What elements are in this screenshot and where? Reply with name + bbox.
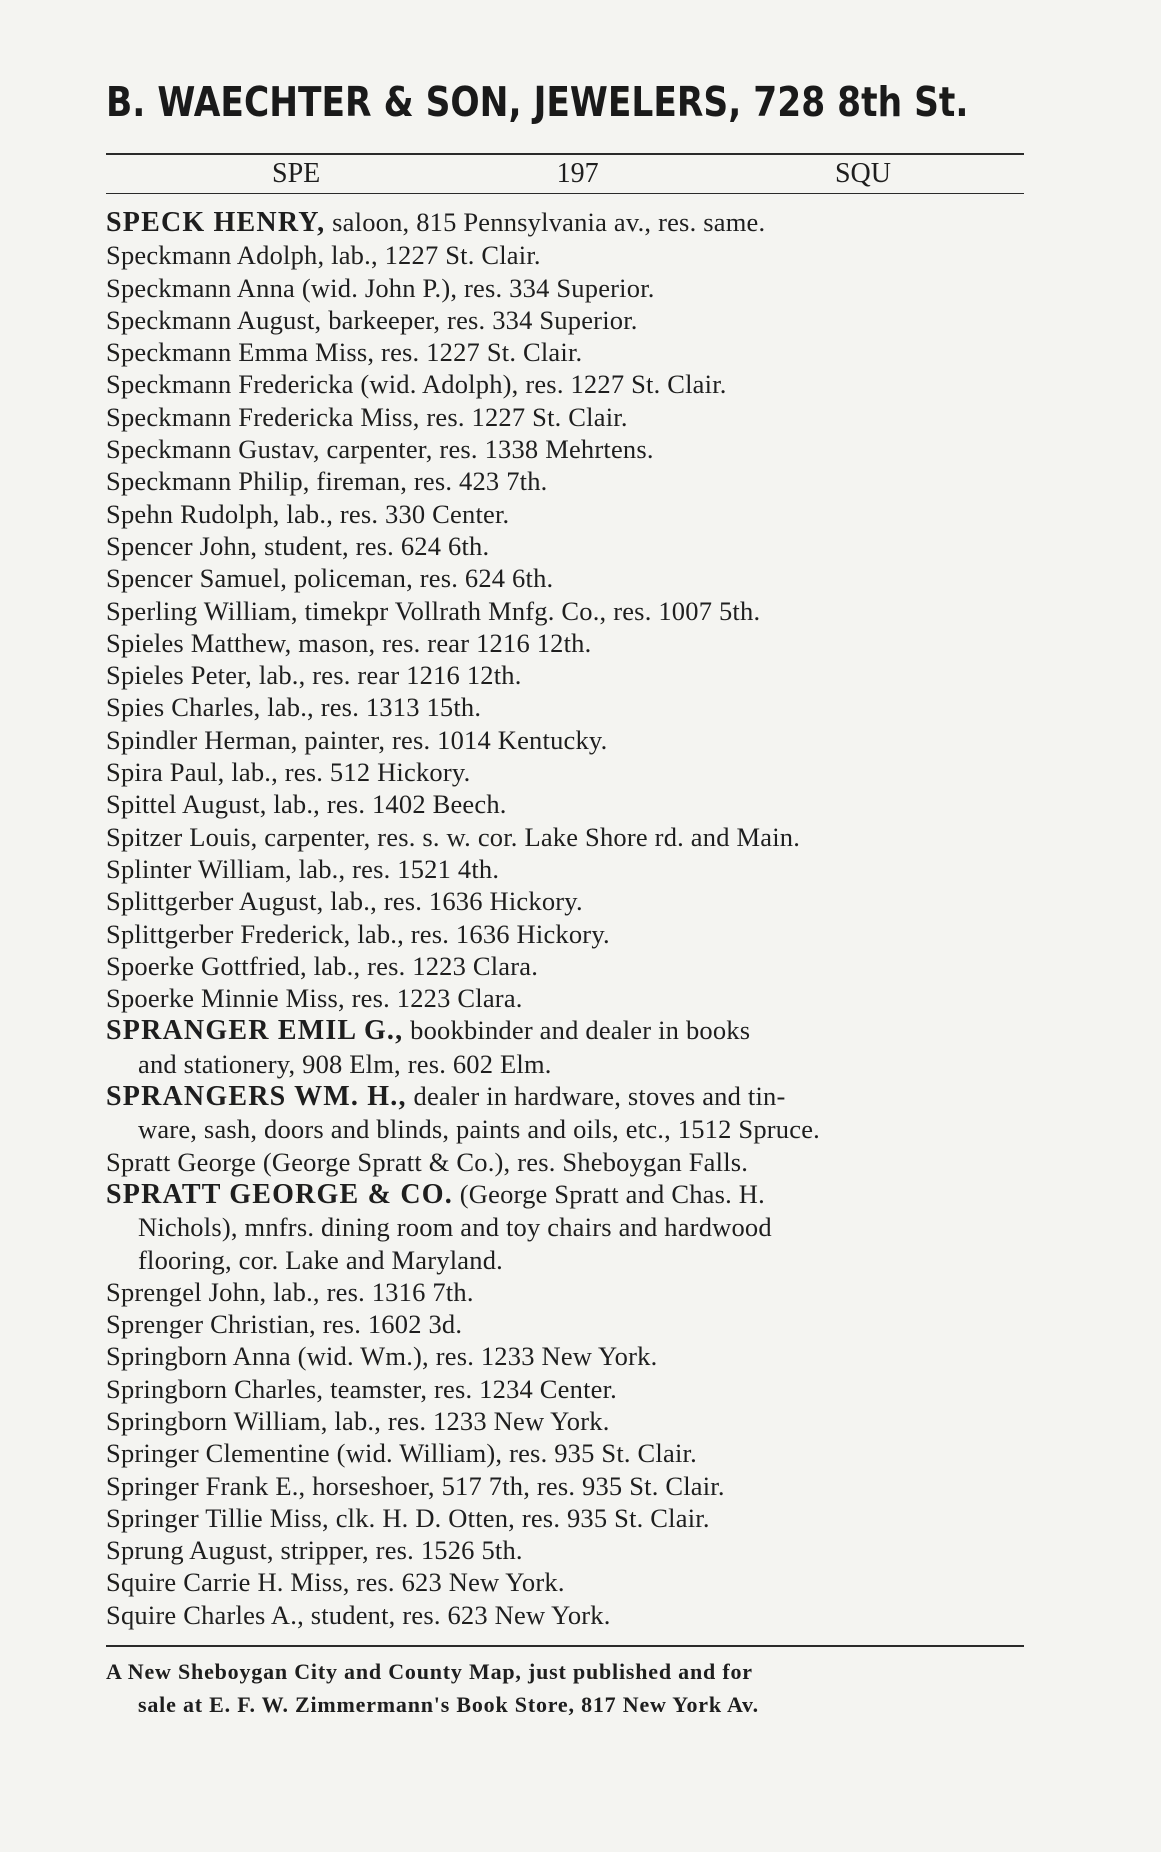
entry-text: Spieles Matthew, mason, res. rear 1216 12th. (106, 627, 592, 658)
entry-text: Speckmann Gustav, carpenter, res. 1338 Mehrtens. (106, 434, 654, 465)
directory-entry (106, 1437, 1024, 1469)
entry-text: Squire Carrie H. Miss, res. 623 New York. (106, 1567, 565, 1598)
directory-entry (106, 206, 1024, 239)
entry-text: Sperling William, timekpr Vollrath Mnfg. Co., res. 1007 5th. (106, 595, 761, 626)
directory-page (106, 70, 1024, 1721)
directory-entry (106, 562, 1024, 594)
entry-text: Spoerke Minnie Miss, res. 1223 Clara. (106, 983, 523, 1014)
directory-entry (106, 821, 1024, 853)
directory-entry (106, 853, 1024, 885)
entry-text: saloon, 815 Pennsylvania av., res. same. (325, 207, 766, 237)
entry-text: Splittgerber Frederick, lab., res. 1636 Hickory. (106, 918, 610, 949)
directory-entry (106, 1534, 1024, 1566)
entry-text: Spira Paul, lab., res. 512 Hickory. (106, 757, 471, 788)
entry-text: Spittel August, lab., res. 1402 Beech. (106, 789, 507, 820)
entry-text: Spoerke Gottfried, lab., res. 1223 Clara. (106, 950, 539, 981)
entry-bold-name: SPECK HENRY, (106, 207, 326, 238)
directory-entry (106, 691, 1024, 723)
directory-entry (106, 530, 1024, 562)
entry-text: Springer Frank E., horseshoer, 517 7th, res. 935 St. Clair. (106, 1470, 725, 1501)
directory-entry (106, 1502, 1024, 1534)
directory-entry (106, 1178, 1024, 1276)
entry-text: Springborn Charles, teamster, res. 1234 Center. (106, 1373, 617, 1404)
entry-text: Speckmann Fredericka (wid. Adolph), res. 1227 St. Clair. (106, 369, 727, 400)
directory-entry (106, 885, 1024, 917)
entry-text: Speckmann Fredericka Miss, res. 1227 St. Clair. (106, 401, 628, 432)
directory-entry (106, 982, 1024, 1014)
directory-entry (106, 1566, 1024, 1598)
directory-entry (106, 401, 1024, 433)
directory-entry (106, 498, 1024, 530)
entry-text: Splinter William, lab., res. 1521 4th. (106, 853, 500, 884)
entry-continuation: Nichols), mnfrs. dining room and toy chairs and hardwood (138, 1212, 772, 1243)
entry-text: Sprenger Christian, res. 1602 3d. (106, 1309, 463, 1340)
entry-text: bookbinder and dealer in books (403, 1015, 751, 1046)
entry-text: dealer in hardware, stoves and tin- (406, 1081, 786, 1112)
directory-entries (106, 206, 1024, 1631)
directory-entry (106, 433, 1024, 465)
footer-advertisement (106, 1655, 1024, 1721)
directory-entry (106, 627, 1024, 659)
directory-entry (106, 1470, 1024, 1502)
header-advertisement: B. WAECHTER & SON, JEWELERS, 728 8th St. (106, 78, 969, 126)
directory-entry (106, 368, 1024, 400)
entry-text: Spencer Samuel, policeman, res. 624 6th. (106, 563, 554, 594)
entry-text: Sprengel John, lab., res. 1316 7th. (106, 1276, 474, 1307)
entry-continuation: ware, sash, doors and blinds, paints and oils, etc., 1512 Spruce. (138, 1114, 821, 1145)
directory-entry (106, 1405, 1024, 1437)
running-head (106, 155, 1024, 193)
directory-entry (106, 272, 1024, 304)
entry-text: Spitzer Louis, carpenter, res. s. w. cor. Lake Shore rd. and Main. (106, 821, 801, 852)
entry-text: Spencer John, student, res. 624 6th. (106, 530, 490, 561)
directory-entry (106, 1276, 1024, 1308)
directory-entry (106, 336, 1024, 368)
directory-entry (106, 918, 1024, 950)
entry-bold-name: SPRANGERS WM. H., (106, 1081, 407, 1113)
entry-continuation: and stationery, 908 Elm, res. 602 Elm. (138, 1048, 552, 1079)
entry-text: Speckmann Emma Miss, res. 1227 St. Clair. (106, 337, 583, 368)
directory-entry (106, 1340, 1024, 1372)
entry-text: (George Spratt and Chas. H. (452, 1178, 765, 1209)
directory-entry (106, 756, 1024, 788)
directory-entry (106, 304, 1024, 336)
entry-text: Springborn Anna (wid. Wm.), res. 1233 New York. (106, 1341, 658, 1372)
entry-text: Speckmann Anna (wid. John P.), res. 334 Superior. (106, 272, 655, 303)
directory-entry (106, 788, 1024, 820)
entry-continuation: flooring, cor. Lake and Maryland. (138, 1244, 503, 1275)
entry-text: Squire Charles A., student, res. 623 New York. (106, 1599, 611, 1630)
footer-ad-line-2: sale at E. F. W. Zimmermann's Book Store, 817 New York Av. (138, 1692, 759, 1718)
entry-text: Spieles Peter, lab., res. rear 1216 12th. (106, 660, 522, 691)
running-head-left: SPE (272, 158, 321, 189)
directory-entry (106, 1014, 1024, 1080)
entry-text: Springborn William, lab., res. 1233 New York. (106, 1405, 610, 1436)
directory-entry (106, 950, 1024, 982)
entry-text: Sprung August, stripper, res. 1526 5th. (106, 1535, 523, 1566)
page-number: 197 (556, 158, 599, 189)
directory-entry (106, 239, 1024, 271)
entry-text: Spies Charles, lab., res. 1313 15th. (106, 692, 482, 723)
directory-entry (106, 724, 1024, 756)
entry-text: Splittgerber August, lab., res. 1636 Hickory. (106, 886, 583, 917)
directory-entry (106, 1373, 1024, 1405)
entry-text: Spratt George (George Spratt & Co.), res. Sheboygan Falls. (106, 1146, 749, 1177)
entry-text: Speckmann Adolph, lab., 1227 St. Clair. (106, 240, 541, 271)
entry-text: Springer Tillie Miss, clk. H. D. Otten, res. 935 St. Clair. (106, 1502, 710, 1533)
directory-entry (106, 1080, 1024, 1146)
entry-text: Springer Clementine (wid. William), res. 935 St. Clair. (106, 1438, 697, 1469)
directory-entry (106, 595, 1024, 627)
directory-entry (106, 1146, 1024, 1178)
entry-bold-name: SPRATT GEORGE & CO. (106, 1178, 453, 1210)
directory-entry (106, 1308, 1024, 1340)
entry-text: Spindler Herman, painter, res. 1014 Kentucky. (106, 724, 608, 755)
entry-bold-name: SPRANGER EMIL G., (106, 1015, 404, 1047)
directory-entry (106, 659, 1024, 691)
directory-entry (106, 465, 1024, 497)
footer-ad-line-1: A New Sheboygan City and County Map, just published and for (106, 1659, 753, 1685)
footer-rule (106, 1645, 1024, 1647)
entry-text: Speckmann Philip, fireman, res. 423 7th. (106, 466, 548, 497)
entry-text: Spehn Rudolph, lab., res. 330 Center. (106, 498, 510, 529)
entry-text: Speckmann August, barkeeper, res. 334 Superior. (106, 304, 638, 335)
running-head-rule (106, 193, 1024, 194)
running-head-right: SQU (834, 158, 891, 189)
directory-entry (106, 1599, 1024, 1631)
